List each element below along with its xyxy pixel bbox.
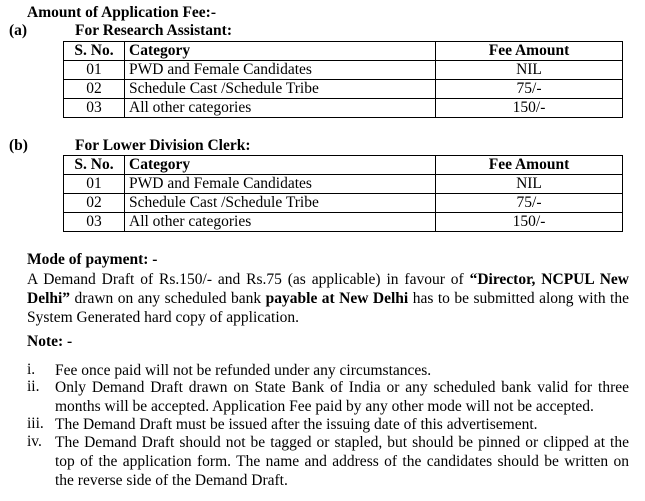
cell-category: Schedule Cast /Schedule Tribe [125, 80, 436, 99]
cell-fee: 75/- [436, 80, 623, 99]
cell-fee: NIL [436, 61, 623, 80]
note-text: Only Demand Draft drawn on State Bank of India or any scheduled bank valid for three months will be accepted. Application Fee paid by any other mode will not be accepted. [55, 379, 629, 415]
header-category: Category [125, 156, 436, 175]
page-heading: Amount of Application Fee:- [27, 4, 217, 21]
cell-sno: 03 [64, 99, 125, 118]
note-number: iii. [27, 415, 44, 432]
cell-category: PWD and Female Candidates [125, 61, 436, 80]
cell-sno: 03 [64, 213, 125, 232]
note-text: The Demand Draft must be issued after the issuing date of this advertisement. [55, 416, 538, 433]
table-row [64, 80, 623, 99]
payable-location: payable at New Delhi [265, 290, 409, 307]
section-b-marker: (b) [9, 137, 28, 154]
table-header-row [64, 42, 623, 61]
cell-fee: 150/- [436, 99, 623, 118]
table-row [64, 99, 623, 118]
cell-category: PWD and Female Candidates [125, 175, 436, 194]
table-row [64, 194, 623, 213]
note-text: Fee once paid will not be refunded under any circumstances. [55, 362, 432, 379]
note-text: The Demand Draft should not be tagged or stapled, but should be pinned or clipped at the top of the application form. The name and address of the candidates should be written on the reverse side of the Demand Draft. [55, 434, 629, 489]
note-number: iv. [27, 433, 42, 450]
section-a-title: For Research Assistant: [75, 22, 232, 39]
payment-paragraph [27, 270, 629, 327]
cell-sno: 01 [64, 175, 125, 194]
table-row [64, 213, 623, 232]
note-number: i. [27, 361, 36, 378]
cell-category: All other categories [125, 213, 436, 232]
fee-table-research-assistant [63, 41, 623, 118]
cell-fee: 150/- [436, 213, 623, 232]
cell-sno: 02 [64, 194, 125, 213]
table-header-row [64, 156, 623, 175]
section-a-marker: (a) [9, 22, 28, 39]
cell-sno: 02 [64, 80, 125, 99]
cell-sno: 01 [64, 61, 125, 80]
header-sno: S. No. [64, 42, 125, 61]
header-fee-amount: Fee Amount [436, 156, 623, 175]
cell-fee: NIL [436, 175, 623, 194]
cell-fee: 75/- [436, 194, 623, 213]
payment-text-2: drawn on any scheduled bank [70, 290, 266, 307]
payee-name: “Director, NCPUL New Delhi” [27, 271, 629, 307]
payment-text-3: has to be submitted along with the System Generated hard copy of application. [27, 290, 629, 326]
note-number: ii. [27, 378, 40, 395]
fee-table-lower-division-clerk [63, 155, 623, 232]
payment-text-1: A Demand Draft of Rs.150/- and Rs.75 (as applicable) in favour of [27, 271, 470, 288]
header-category: Category [125, 42, 436, 61]
header-sno: S. No. [64, 156, 125, 175]
table-row [64, 175, 623, 194]
note-heading: Note: - [27, 333, 73, 350]
payment-heading: Mode of payment: - [27, 251, 158, 268]
table-row [64, 61, 623, 80]
header-fee-amount: Fee Amount [436, 42, 623, 61]
cell-category: Schedule Cast /Schedule Tribe [125, 194, 436, 213]
section-b-title: For Lower Division Clerk: [75, 137, 251, 154]
cell-category: All other categories [125, 99, 436, 118]
